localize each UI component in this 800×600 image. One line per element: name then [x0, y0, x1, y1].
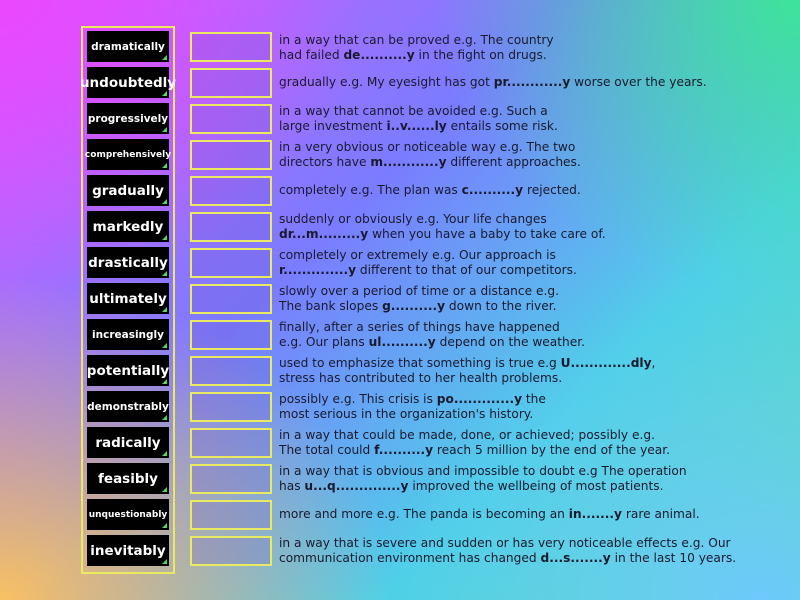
word-tile-demonstrably[interactable] — [87, 391, 169, 422]
word-tile-unquestionably[interactable] — [87, 499, 169, 530]
word-tile-label: demonstrably — [87, 400, 169, 413]
definition-text — [279, 356, 749, 385]
word-tile-markedly[interactable] — [87, 211, 169, 242]
answer-drop-slot[interactable] — [190, 428, 272, 458]
definition-suffix: different to that of our competitors. — [356, 262, 577, 277]
definition-text — [279, 428, 749, 457]
word-tile-radically[interactable] — [87, 427, 169, 458]
answer-drop-slot[interactable] — [190, 356, 272, 386]
tile-corner-marker — [162, 379, 167, 384]
definition-text — [279, 33, 749, 62]
definition-suffix: down to the river. — [445, 298, 557, 313]
tile-corner-marker — [162, 163, 167, 168]
word-tile-label: markedly — [92, 218, 164, 235]
answer-drop-slot[interactable] — [190, 284, 272, 314]
word-tile-label: increasingly — [92, 328, 164, 341]
tile-corner-marker — [162, 55, 167, 60]
definition-suffix: worse over the years. — [570, 75, 707, 89]
word-tile-dramatically[interactable] — [87, 31, 169, 62]
definition-prefix: suddenly or obviously e.g. Your life changes — [279, 212, 547, 226]
answer-drop-slot[interactable] — [190, 176, 272, 206]
definition-suffix: when you have a baby to take care of. — [368, 226, 606, 241]
definition-blank-word: i..v......ly — [386, 118, 447, 133]
tile-corner-marker — [162, 487, 167, 492]
definition-blank-word: r..............y — [279, 262, 357, 277]
definition-prefix: completely or extremely e.g. Our approach is — [279, 248, 556, 262]
definition-suffix: reach 5 million by the end of the year. — [433, 442, 671, 457]
definition-text — [279, 212, 749, 241]
answer-drop-slot[interactable] — [190, 464, 272, 494]
definition-suffix: depend on the weather. — [435, 334, 586, 349]
definition-blank-word: pr............y — [493, 75, 571, 89]
word-tile-drastically[interactable] — [87, 247, 169, 278]
definition-text — [279, 75, 749, 90]
word-tile-label: feasibly — [98, 470, 158, 487]
word-tile-label: potentially — [86, 362, 170, 379]
tile-corner-marker — [162, 559, 167, 564]
tile-corner-marker — [162, 307, 167, 312]
definition-suffix: in the fight on drugs. — [414, 47, 547, 62]
definition-prefix: possibly e.g. This crisis is — [279, 392, 437, 406]
word-tile-label: comprehensively — [84, 149, 172, 160]
answer-drop-slot[interactable] — [190, 320, 272, 350]
definition-prefix: gradually e.g. My eyesight has got — [279, 75, 494, 89]
definition-suffix: the most serious in the organization's history. — [279, 392, 546, 421]
definition-prefix: in a way that is severe and sudden or has very noticeable effects e.g. Our communication environment has changed — [279, 536, 731, 565]
word-tile-label: unquestionably — [88, 509, 168, 520]
word-tile-inevitably[interactable] — [87, 535, 169, 566]
definition-blank-word: u...q..............y — [304, 478, 409, 493]
definition-blank-word: m............y — [370, 154, 447, 169]
definition-text — [279, 392, 749, 421]
definition-text — [279, 183, 749, 198]
word-tile-label: progressively — [87, 112, 169, 125]
definition-prefix: used to emphasize that something is true e.g — [279, 356, 561, 370]
definition-text — [279, 140, 749, 169]
word-tile-feasibly[interactable] — [87, 463, 169, 494]
word-tile-label: inevitably — [90, 542, 166, 559]
definition-text — [279, 464, 749, 493]
definition-prefix: finally, after a series of things have happened e.g. Our plans — [279, 320, 560, 349]
definition-blank-word: d...s.......y — [540, 550, 611, 565]
word-tile-progressively[interactable] — [87, 103, 169, 134]
word-tile-comprehensively[interactable] — [84, 139, 172, 170]
definition-blank-word: in.......y — [568, 507, 622, 521]
definition-suffix: rejected. — [523, 183, 581, 197]
tile-corner-marker — [162, 343, 167, 348]
definition-blank-word: U.............dly — [560, 356, 652, 370]
word-tile-label: drastically — [88, 254, 168, 271]
definition-prefix: in a way that could be made, done, or achieved; possibly e.g. The total could — [279, 428, 655, 457]
definition-blank-word: c..........y — [461, 183, 524, 197]
definition-text — [279, 248, 749, 277]
tile-corner-marker — [162, 91, 167, 96]
definition-suffix: different approaches. — [446, 154, 581, 169]
definition-text — [279, 507, 749, 522]
definition-blank-word: ul..........y — [368, 334, 436, 349]
tile-corner-marker — [162, 271, 167, 276]
answer-drop-slot[interactable] — [190, 32, 272, 62]
definition-prefix: completely e.g. The plan was — [279, 183, 462, 197]
answer-drop-slot[interactable] — [190, 500, 272, 530]
definition-blank-word: de..........y — [343, 47, 415, 62]
answer-drop-slot[interactable] — [190, 536, 272, 566]
tile-corner-marker — [162, 235, 167, 240]
word-tile-increasingly[interactable] — [87, 319, 169, 350]
word-tile-ultimately[interactable] — [87, 283, 169, 314]
word-tile-label: dramatically — [91, 40, 165, 53]
answer-drop-slot[interactable] — [190, 140, 272, 170]
definition-text — [279, 104, 749, 133]
word-tile-gradually[interactable] — [87, 175, 169, 206]
tile-corner-marker — [162, 523, 167, 528]
definition-prefix: in a way that cannot be avoided e.g. Such a large investment — [279, 104, 548, 133]
definition-text — [279, 284, 749, 313]
definition-prefix: slowly over a period of time or a distance e.g. The bank slopes — [279, 284, 559, 313]
definition-blank-word: po.............y — [436, 392, 523, 406]
tile-corner-marker — [162, 451, 167, 456]
definition-text — [279, 320, 749, 349]
definition-suffix: rare animal. — [621, 507, 700, 521]
tile-corner-marker — [162, 127, 167, 132]
definition-blank-word: f..........y — [374, 442, 434, 457]
word-tile-undoubtedly[interactable] — [79, 67, 177, 98]
answer-drop-slot[interactable] — [190, 68, 272, 98]
word-tile-label: gradually — [92, 182, 164, 199]
definition-prefix: more and more e.g. The panda is becoming an — [279, 507, 569, 521]
definition-suffix: entails some risk. — [446, 118, 558, 133]
definition-text — [279, 536, 749, 565]
answer-drop-slot[interactable] — [190, 104, 272, 134]
definition-blank-word: g..........y — [382, 298, 446, 313]
answer-drop-slot[interactable] — [190, 392, 272, 422]
tile-corner-marker — [162, 199, 167, 204]
word-tile-label: radically — [95, 434, 161, 451]
word-tile-label: undoubtedly — [79, 74, 177, 91]
tile-corner-marker — [162, 415, 167, 420]
definition-blank-word: dr...m.........y — [279, 226, 369, 241]
definition-prefix: in a very obvious or noticeable way e.g. The two directors have — [279, 140, 576, 169]
definition-prefix: in a way that is obvious and impossible to doubt e.g The operation has — [279, 464, 687, 493]
word-tile-label: ultimately — [89, 290, 167, 307]
answer-drop-slot[interactable] — [190, 212, 272, 242]
definition-suffix: improved the wellbeing of most patients. — [408, 478, 664, 493]
definition-suffix: in the last 10 years. — [610, 550, 737, 565]
definition-prefix: in a way that can be proved e.g. The country had failed — [279, 33, 554, 62]
answer-drop-slot[interactable] — [190, 248, 272, 278]
word-tile-potentially[interactable] — [87, 355, 169, 386]
definition-suffix: , stress has contributed to her health problems. — [279, 356, 656, 385]
